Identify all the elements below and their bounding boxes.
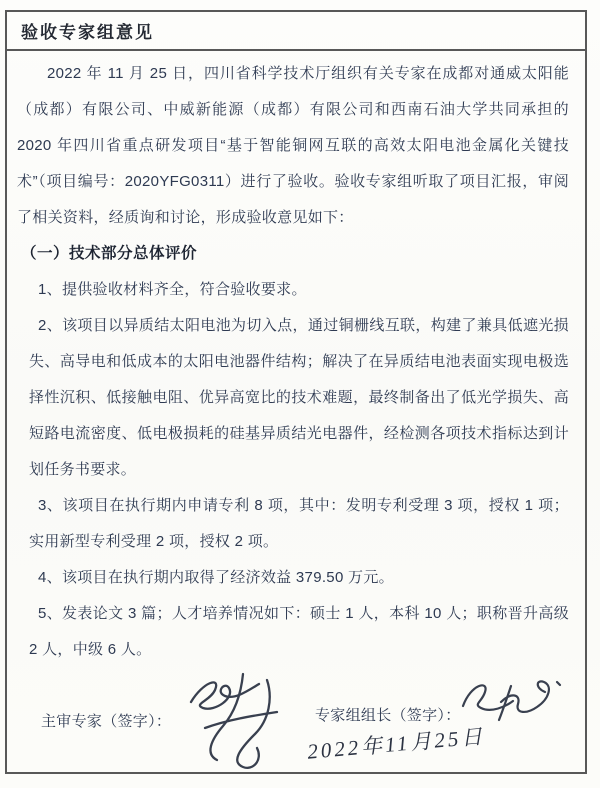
opinion-item-3: 3、该项目在执行期内申请专利 8 项，其中：发明专利受理 3 项，授权 1 项；实用新型专利受理 2 项，授权 2 项。 (29, 497, 569, 550)
opinion-item-2: 2、该项目以异质结太阳电池为切入点，通过铜栅线互联，构建了兼具低遮光损失、高导电和低成本的太阳电池器件结构；解决了在异质结电池表面实现电极选择性沉积、低接触电阻、优异高宽比的技术难题，最终制备出了低光学损失、高短路电流密度、低电极损耗的硅基异质结光电器件，经检测各项技术指标达到计划任务书要求。 (29, 317, 569, 478)
reviewer-signature (177, 666, 295, 770)
leader-signature-label: 专家组组长（签字）： (315, 707, 461, 724)
opinion-box (5, 10, 587, 774)
opinion-item-4: 4、该项目在执行期内取得了经济效益 379.50 万元。 (38, 569, 394, 586)
page-title: 验收专家组意见 (21, 23, 154, 42)
opinion-item-1: 1、提供验收材料齐全，符合验收要求。 (38, 281, 307, 298)
signature-date: 2022年11月25日 (306, 724, 487, 764)
section-heading: （一）技术部分总体评价 (21, 245, 198, 262)
intro-paragraph: 2022 年 11 月 25 日，四川省科学技术厅组织有关专家在成都对通威太阳能（成都）有限公司、中威新能源（成都）有限公司和西南石油大学共同承担的 2020 年四川省重点研发项目“基于智能铜网互联的高效太阳电池金属化关键技术”（项目编号：2020YFG0311）进行了验收。验收专家组听取了项目汇报，审阅了相关资料，经质询和讨论，形成验收意见如下： (17, 65, 569, 226)
title-row (7, 12, 585, 51)
signature-row (17, 670, 569, 770)
opinion-item-5: 5、发表论文 3 篇；人才培养情况如下：硕士 1 人，本科 10 人；职称晋升高级 2 人，中级 6 人。 (29, 605, 569, 658)
reviewer-signature-label: 主审专家（签字）： (41, 713, 172, 730)
document-body (7, 51, 585, 770)
